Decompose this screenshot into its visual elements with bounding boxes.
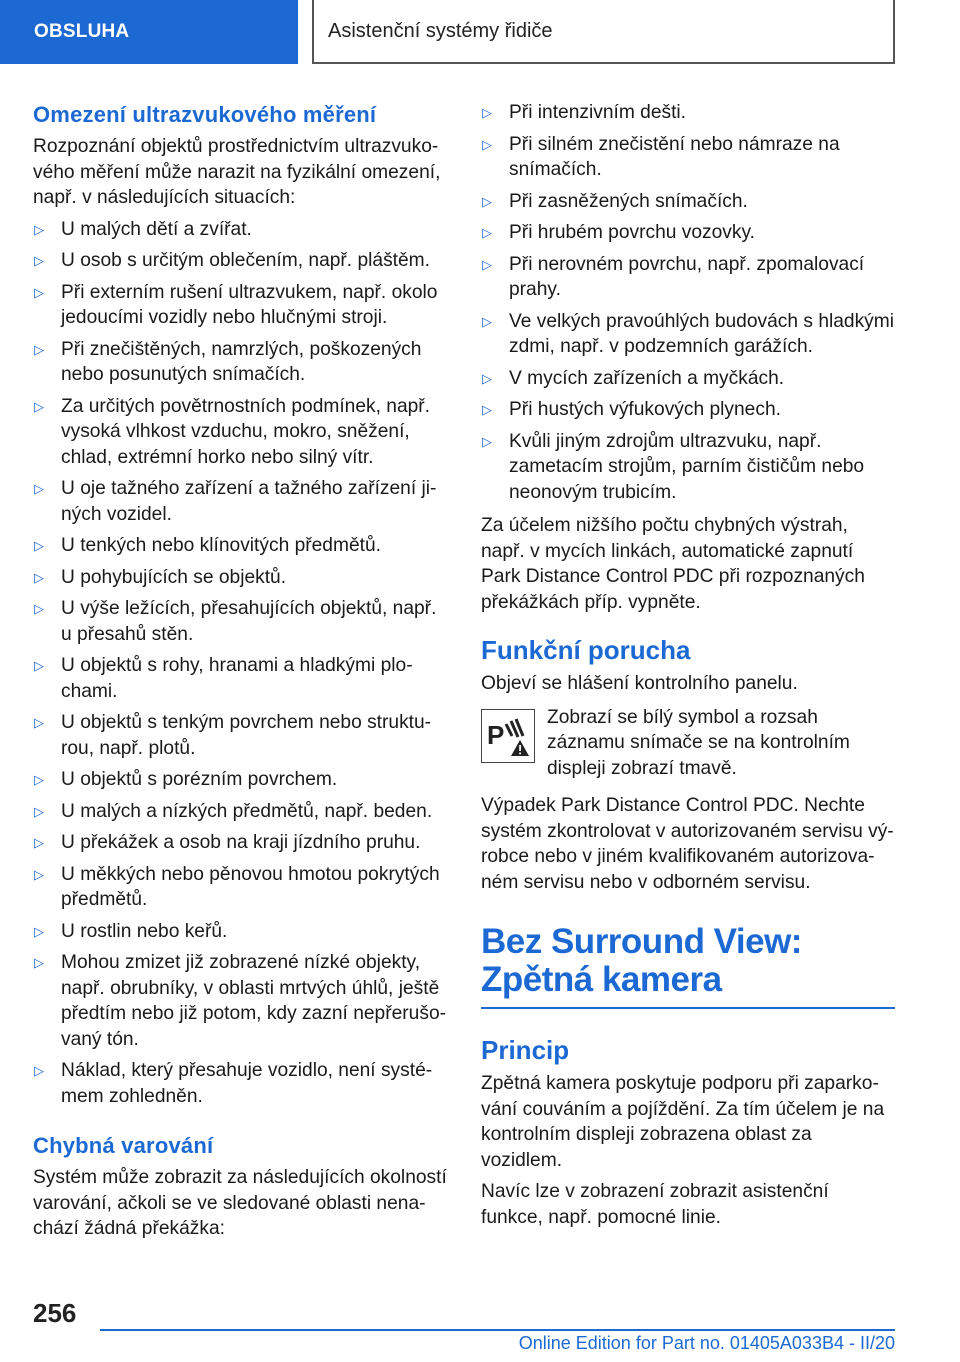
triangle-bullet-icon: ▷ <box>482 105 492 120</box>
list-item <box>481 429 895 506</box>
heading-false-warnings: Chybná varování <box>33 1133 214 1158</box>
list-item-text: U měkkých nebo pěnovou hmotou pokrytých předmětů. <box>61 863 440 910</box>
triangle-bullet-icon: ▷ <box>482 193 492 209</box>
list-item-text: Náklad, který přesahuje vozidlo, není systémem zohledněn. <box>61 1060 433 1107</box>
triangle-bullet-icon: ▷ <box>34 715 44 730</box>
pdc-warning-block <box>481 705 895 782</box>
list-item-text: U rostlin nebo keřů. <box>61 920 228 942</box>
triangle-bullet-icon: ▷ <box>34 284 44 300</box>
edition-footer: Online Edition for Part no. 01405A033B4 - II/20 <box>518 1333 895 1353</box>
section-tab: OBSLUHA <box>0 0 298 64</box>
list-item <box>33 950 447 1052</box>
triangle-bullet-icon: ▷ <box>482 433 492 449</box>
list-item <box>33 337 447 388</box>
list-item-text: U výše ležících, přesahujících objektů, např. u přesahů stěn. <box>61 598 437 645</box>
list-item <box>33 710 447 761</box>
list-item-text: U objektů s rohy, hranami a hladkými plochami. <box>61 655 413 702</box>
triangle-bullet-icon: ▷ <box>34 658 44 673</box>
limits-list <box>33 217 447 1110</box>
triangle-bullet-icon: ▷ <box>482 256 492 272</box>
list-item-text: U oje tažného zařízení a tažného zařízení jiných vozidel. <box>61 478 437 525</box>
triangle-bullet-icon: ▷ <box>34 835 44 850</box>
list-item-text: U objektů s porézním povrchem. <box>61 769 338 790</box>
list-item-text: U překážek a osob na kraji jízdního pruhu. <box>61 832 421 853</box>
list-item-text: Ve velkých pravoúhlých budovách s hladkými zdmi, např. v podzemních garážích. <box>509 310 895 357</box>
triangle-bullet-icon: ▷ <box>482 370 492 386</box>
triangle-bullet-icon: ▷ <box>34 803 44 819</box>
triangle-bullet-icon: ▷ <box>34 341 44 357</box>
principle-paragraph: Zpětná kamera poskytuje podporu při zaparkování couváním a pojíždění. Za tím účelem je na kontrolním displeji zobrazena oblast za vozidlem. <box>481 1073 885 1171</box>
heading-ultrasonic-limits: Omezení ultrazvukového měření <box>33 102 377 127</box>
list-item-text: U tenkých nebo klínovitých předmětů. <box>61 535 381 556</box>
list-item <box>481 189 895 215</box>
footer-rule <box>100 1329 895 1331</box>
list-item <box>33 596 447 647</box>
reduce-warnings-paragraph: Za účelem nižšího počtu chybných výstrah, např. v mycích linkách, automatické zapnutí Park Distance Control PDC při rozpoznaných překážkách příp. vypněte. <box>481 515 865 613</box>
list-item-text: U osob s určitým oblečením, např. pláštěm. <box>61 250 430 271</box>
list-item-text: U malých a nízkých předmětů, např. beden. <box>61 800 433 822</box>
list-item-text: Mohou zmizet již zobrazené nízké objekty, např. obrubníky, v oblasti mrtvých úhlů, ještě předtím nebo již potom, kdy zazní nepřerušovaný tón. <box>61 952 447 1050</box>
list-item-text: Při silném znečistění nebo námraze na snímačích. <box>509 133 840 180</box>
triangle-bullet-icon: ▷ <box>34 866 44 882</box>
triangle-bullet-icon: ▷ <box>34 253 44 268</box>
malfunction-detail-paragraph: Výpadek Park Distance Control PDC. Nechte systém zkontrolovat v autorizovaném servisu výrobce nebo v jiném kvalifikovaném autorizovaném servisu nebo v odborném servisu. <box>481 795 894 893</box>
list-item <box>33 830 447 856</box>
triangle-bullet-icon: ▷ <box>34 772 44 787</box>
list-item <box>33 862 447 913</box>
triangle-bullet-icon: ▷ <box>34 601 44 616</box>
list-item <box>33 394 447 471</box>
triangle-bullet-icon: ▷ <box>482 136 492 152</box>
page-number: 256 <box>33 1298 77 1328</box>
triangle-bullet-icon: ▷ <box>482 402 492 417</box>
intro-paragraph: Rozpoznání objektů prostřednictvím ultrazvukového měření může narazit na fyzikální omezení, např. v následujících situacích: <box>33 136 441 208</box>
triangle-bullet-icon: ▷ <box>34 1063 44 1078</box>
pdc-warning-icon <box>481 709 535 763</box>
list-item <box>481 100 895 126</box>
list-item <box>481 252 895 303</box>
list-item-text: Při zasněžených snímačích. <box>509 190 748 212</box>
list-item <box>481 220 895 246</box>
heading-rear-camera: Bez Surround View: Zpětná kamera <box>481 923 895 1009</box>
list-item <box>33 767 447 793</box>
list-item <box>33 565 447 591</box>
left-column <box>33 100 447 1248</box>
list-item <box>481 397 895 423</box>
pdc-symbol-text: Zobrazí se bílý symbol a rozsah záznamu snímače se na kontrolním displeji zobrazí tmavě. <box>547 706 850 779</box>
principle-paragraph-2: Navíc lze v zobrazení zobrazit asistenční funkce, např. pomocné linie. <box>481 1181 829 1228</box>
list-item-text: Při hustých výfukových plynech. <box>509 399 781 420</box>
list-item <box>33 217 447 243</box>
list-item-text: V mycích zařízeních a myčkách. <box>509 367 785 389</box>
triangle-bullet-icon: ▷ <box>34 923 44 939</box>
list-item <box>33 653 447 704</box>
triangle-bullet-icon: ▷ <box>34 398 44 414</box>
right-column <box>481 100 895 1236</box>
svg-text:P: P <box>487 719 505 750</box>
list-item <box>33 280 447 331</box>
list-item-text: U objektů s tenkým povrchem nebo strukturou, např. plotů. <box>61 712 432 759</box>
heading-malfunction: Funkční porucha <box>481 635 691 665</box>
list-item <box>33 1058 447 1109</box>
list-item <box>481 309 895 360</box>
triangle-bullet-icon: ▷ <box>34 481 44 496</box>
list-item-text: Při znečištěných, namrzlých, poškozených nebo posunutých snímačích. <box>61 338 422 385</box>
list-item <box>33 799 447 825</box>
heading-principle: Princip <box>481 1035 570 1065</box>
list-item-text: Kvůli jiným zdrojům ultrazvuku, např. zametacím strojům, parním čističům nebo neonovým trubicím. <box>509 430 865 503</box>
list-item <box>33 476 447 527</box>
list-item <box>33 919 447 945</box>
list-item-text: Při nerovném povrchu, např. zpomalovací prahy. <box>509 253 865 300</box>
list-item-text: Za určitých povětrnostních podmínek, např. vysoká vlhkost vzduchu, mokro, sněžení, chlad, extrémní horko nebo silný vítr. <box>61 395 431 468</box>
list-item-text: Při externím rušení ultrazvukem, např. okolo jedoucími vozidly nebo hlučnými stroji. <box>61 281 438 328</box>
list-item <box>33 248 447 274</box>
triangle-bullet-icon: ▷ <box>34 569 44 585</box>
false-warnings-list <box>481 100 895 505</box>
list-item-text: U pohybujících se objektů. <box>61 566 287 588</box>
malfunction-paragraph: Objeví se hlášení kontrolního panelu. <box>481 673 798 694</box>
false-warnings-paragraph: Systém může zobrazit za následujících okolností varování, ačkoli se ve sledované oblasti nenachází žádná překážka: <box>33 1167 447 1239</box>
list-item <box>481 132 895 183</box>
triangle-bullet-icon: ▷ <box>482 225 492 240</box>
list-item <box>481 366 895 392</box>
page-header <box>0 0 960 64</box>
list-item <box>33 533 447 559</box>
triangle-bullet-icon: ▷ <box>34 955 44 970</box>
triangle-bullet-icon: ▷ <box>34 221 44 237</box>
chapter-title: Asistenční systémy řidiče <box>312 0 895 64</box>
triangle-bullet-icon: ▷ <box>34 538 44 553</box>
triangle-bullet-icon: ▷ <box>482 313 492 329</box>
list-item-text: Při intenzivním dešti. <box>509 102 687 123</box>
list-item-text: U malých dětí a zvířat. <box>61 218 252 240</box>
list-item-text: Při hrubém povrchu vozovky. <box>509 222 755 243</box>
